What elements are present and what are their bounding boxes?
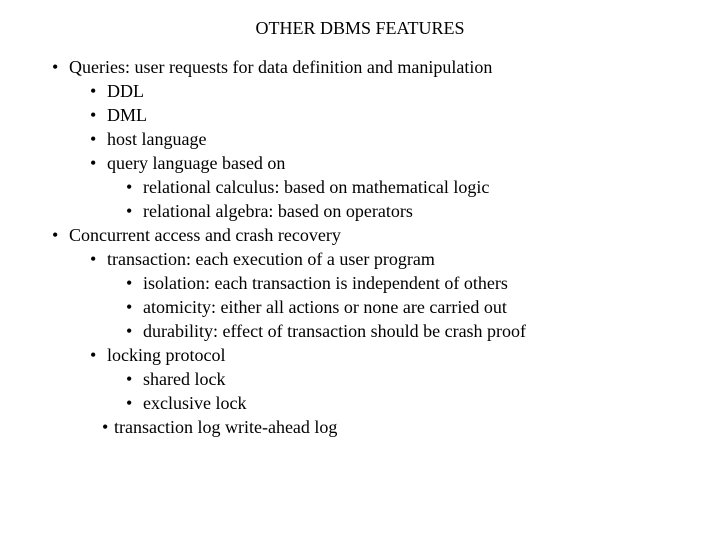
- list-item: [126, 176, 489, 198]
- list-item: [90, 128, 206, 150]
- bullet-icon: •: [52, 57, 59, 77]
- list-item: [102, 416, 337, 438]
- list-item-text: isolation: each transaction is independent of others: [143, 273, 508, 293]
- bullet-icon: •: [126, 273, 133, 293]
- list-item: [126, 272, 508, 294]
- list-item: [90, 152, 285, 174]
- list-item: [126, 392, 246, 414]
- bullet-icon: •: [90, 105, 97, 125]
- bullet-icon: •: [90, 153, 97, 173]
- bullet-icon: •: [102, 417, 109, 437]
- list-item: [90, 104, 147, 126]
- list-item-text: host language: [107, 129, 207, 149]
- slide-title: OTHER DBMS FEATURES: [255, 18, 465, 38]
- list-item-text: Queries: user requests for data definition and manipulation: [69, 57, 493, 77]
- list-item: [126, 200, 413, 222]
- bullet-icon: •: [90, 81, 97, 101]
- bullet-icon: •: [90, 345, 97, 365]
- list-item-text: transaction: each execution of a user program: [107, 249, 435, 269]
- list-item: [126, 368, 225, 390]
- list-item-text: relational calculus: based on mathematical logic: [143, 177, 490, 197]
- list-item: [126, 320, 526, 342]
- bullet-icon: •: [52, 225, 59, 245]
- bullet-icon: •: [90, 129, 97, 149]
- bullet-icon: •: [126, 369, 133, 389]
- list-item-text: relational algebra: based on operators: [143, 201, 413, 221]
- list-item: [52, 224, 341, 246]
- list-item-text: atomicity: either all actions or none are carried out: [143, 297, 507, 317]
- list-item-text: shared lock: [143, 369, 226, 389]
- list-item-text: transaction log write-ahead log: [114, 417, 338, 437]
- list-item: [52, 56, 492, 78]
- bullet-icon: •: [90, 249, 97, 269]
- bullet-icon: •: [126, 201, 133, 221]
- list-item: [126, 296, 507, 318]
- list-item-text: DDL: [107, 81, 144, 101]
- list-item: [90, 344, 225, 366]
- bullet-icon: •: [126, 321, 133, 341]
- bullet-icon: •: [126, 177, 133, 197]
- list-item-text: durability: effect of transaction should be crash proof: [143, 321, 527, 341]
- list-item-text: DML: [107, 105, 147, 125]
- list-item: [90, 80, 144, 102]
- list-item-text: exclusive lock: [143, 393, 247, 413]
- bullet-icon: •: [126, 393, 133, 413]
- list-item-text: locking protocol: [107, 345, 226, 365]
- bullet-icon: •: [126, 297, 133, 317]
- list-item-text: query language based on: [107, 153, 286, 173]
- list-item-text: Concurrent access and crash recovery: [69, 225, 341, 245]
- list-item: [90, 248, 435, 270]
